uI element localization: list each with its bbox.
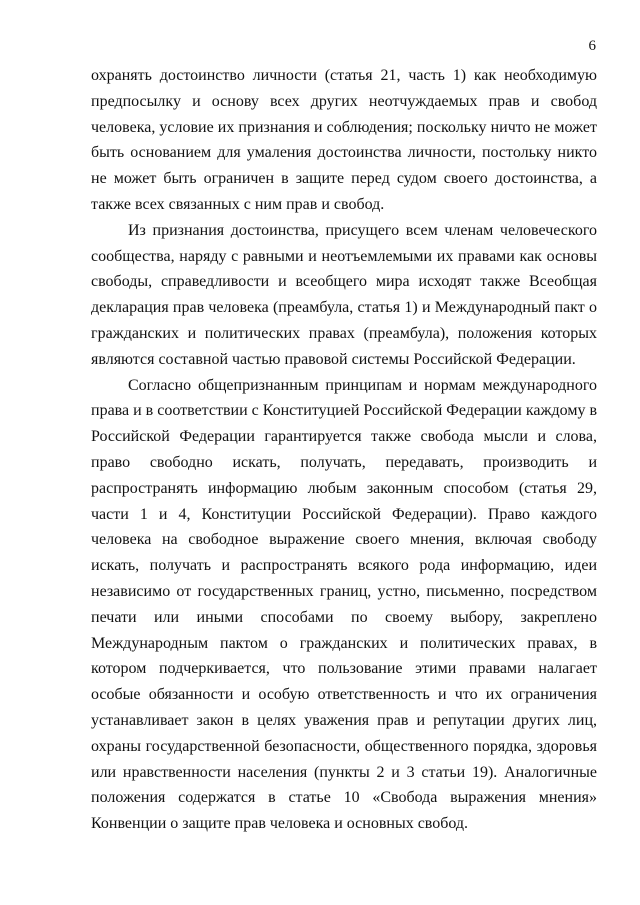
paragraph-freedom-of-expression: Согласно общепризнанным принципам и нормам международного права и в соответствии с Конституцией Российской Федерации каждому в Российской Федерации гарантируется также свобода мысли и слова, право свободно искать, получать, передавать, производить и распространять информацию любым законным способом (статья 29, части 1 и 4, Конституции Российской Федерации). Право каждого человека на свободное выражение своего мнения, включая свободу искать, получать и распространять всякого рода информацию, идеи независимо от государственных границ, устно, письменно, посредством печати или иными способами по своему выбору, закреплено Международным пактом о гражданских и политических правах, в котором подчеркивается, что пользование этими правами налагает особые обязанности и особую ответственность и что их ограничения устанавливает закон в целях уважения прав и репутации других лиц, охраны государственной безопасности, общественного порядка, здоровья или нравственности населения (пункты 2 и 3 статьи 19). Аналогичные положения содержатся в статье 10 «Свобода выражения мнения» Конвенции о защите прав человека и основных свобод. [91, 376, 598, 833]
paragraph-dignity-recognition: Из признания достоинства, присущего всем членам человеческого сообщества, наряду с равными и неотъемлемыми их правами как основы свободы, справедливости и всеобщего мира исходят также Всеобщая декларация прав человека (преамбула, статья 1) и Международный пакт о гражданских и политических правах (преамбула), положения которых являются составной частью правовой системы Российской Федерации. [91, 221, 597, 368]
document-body [91, 63, 597, 837]
page-number: 6 [588, 38, 596, 54]
paragraph-continuation: охранять достоинство личности (статья 21, часть 1) как необходимую предпосылку и основу всех других неотчуждаемых прав и свобод человека, условие их признания и соблюдения; поскольку ничто не может быть основанием для умаления достоинства личности, постольку никто не может быть ограничен в защите перед судом своего достоинства, а также всех связанных с ним прав и свобод. [91, 67, 597, 213]
